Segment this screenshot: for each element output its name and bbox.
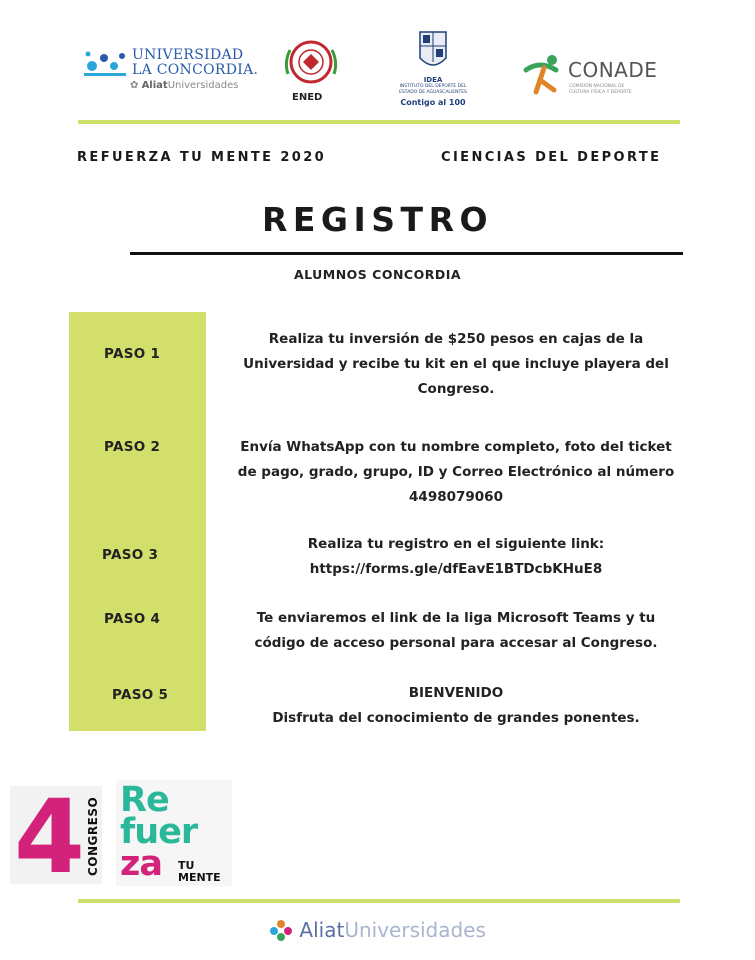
aliat-footer-bold: Aliat: [299, 918, 345, 942]
refuerza-fuer: fuer: [120, 812, 198, 852]
idea-logo: [392, 28, 474, 110]
idea-name: IDEA: [423, 76, 443, 84]
refuerza-tu-mente-logo: [116, 780, 232, 886]
congreso-4-logo: [10, 778, 102, 897]
registration-link[interactable]: https://forms.gle/dfEavE1BTDcbKHuE8: [309, 561, 603, 577]
aliat-flower-icon: [269, 919, 293, 941]
step-2-line-1: Envía WhatsApp con tu nombre completo, foto del ticket: [240, 439, 672, 455]
step-5-text: [212, 681, 700, 731]
ened-label: ENED: [292, 92, 323, 103]
title-underline: [130, 252, 683, 255]
refuerza-re: Re: [120, 780, 169, 820]
conade-desc-2: CULTURA FÍSICA Y DEPORTE: [569, 90, 632, 95]
udlc-name-line1: UNIVERSIDAD: [132, 47, 244, 63]
step-5-line-1: BIENVENIDO: [408, 685, 504, 701]
idea-description: [392, 84, 474, 96]
event-category: CIENCIAS DEL DEPORTE: [441, 150, 662, 165]
conade-logo: [520, 52, 680, 102]
step-1-line-2: Universidad y recibe tu kit en el que incluye playera del: [243, 356, 669, 372]
bottom-divider: [78, 899, 680, 903]
udlc-sub-bold: Aliat: [141, 80, 168, 91]
step-4-line-1: Te enviaremos el link de la liga Microsoft Teams y tu: [256, 610, 656, 626]
aliat-small-icon: ✿: [130, 80, 142, 91]
congreso-word: CONGRESO: [86, 796, 100, 876]
conade-desc-1: COMISIÓN NACIONAL DE: [569, 84, 625, 89]
udlc-name-line2: LA CONCORDIA.: [132, 62, 259, 78]
conade-name: CONADE: [568, 58, 658, 82]
refuerza-mente: MENTE: [178, 871, 221, 884]
aliat-footer-rest: Universidades: [344, 918, 486, 942]
step-1-line-1: Realiza tu inversión de $250 pesos en cajas de la: [268, 331, 644, 347]
step-2-line-3: 4498079060: [409, 489, 503, 505]
page-subtitle: ALUMNOS CONCORDIA: [293, 267, 462, 282]
step-5-line-2: Disfruta del conocimiento de grandes ponentes.: [272, 710, 640, 726]
step-4-line-2: código de acceso personal para accesar al Congreso.: [254, 635, 658, 651]
step-1-text: [212, 327, 700, 402]
ened-logo: [280, 38, 342, 104]
idea-desc-2: ESTADO DE AGUASCALIENTES: [399, 90, 467, 95]
udlc-sub-rest: Universidades: [167, 80, 239, 91]
step-1-label: PASO 1: [104, 346, 161, 362]
conade-description: [569, 84, 669, 96]
step-3-line-1: Realiza tu registro en el siguiente link:: [307, 536, 605, 552]
step-2-label: PASO 2: [104, 439, 161, 455]
event-name: REFUERZA TU MENTE 2020: [77, 150, 327, 165]
udlc-aliat-sub: [130, 80, 238, 91]
conade-runner-icon: [520, 52, 566, 96]
idea-desc-1: INSTITUTO DEL DEPORTE DEL: [399, 84, 467, 89]
refuerza-za: za: [120, 844, 162, 884]
step-3-label: PASO 3: [102, 547, 159, 563]
page-title: REGISTRO: [261, 200, 494, 239]
step-2-line-2: de pago, grado, grupo, ID y Correo Electrónico al número: [237, 464, 675, 480]
aliat-footer-logo: [0, 918, 755, 942]
concordia-emblem-icon: [82, 46, 128, 80]
step-4-text: [212, 606, 700, 656]
step-4-label: PASO 4: [104, 611, 161, 627]
steps-sidebar: [69, 312, 206, 731]
top-divider: [78, 120, 680, 124]
ened-seal-icon: [280, 38, 342, 92]
step-3-text: [212, 532, 700, 582]
universidad-la-concordia-logo: [82, 46, 259, 96]
step-5-label: PASO 5: [112, 687, 169, 703]
step-2-text: [212, 435, 700, 510]
step-1-line-3: Congreso.: [417, 381, 495, 397]
idea-slogan: Contigo al 100: [400, 98, 466, 107]
refuerza-tu: TU: [178, 859, 195, 872]
congreso-number: 4: [14, 778, 85, 897]
aguascalientes-crest-icon: [392, 28, 474, 74]
